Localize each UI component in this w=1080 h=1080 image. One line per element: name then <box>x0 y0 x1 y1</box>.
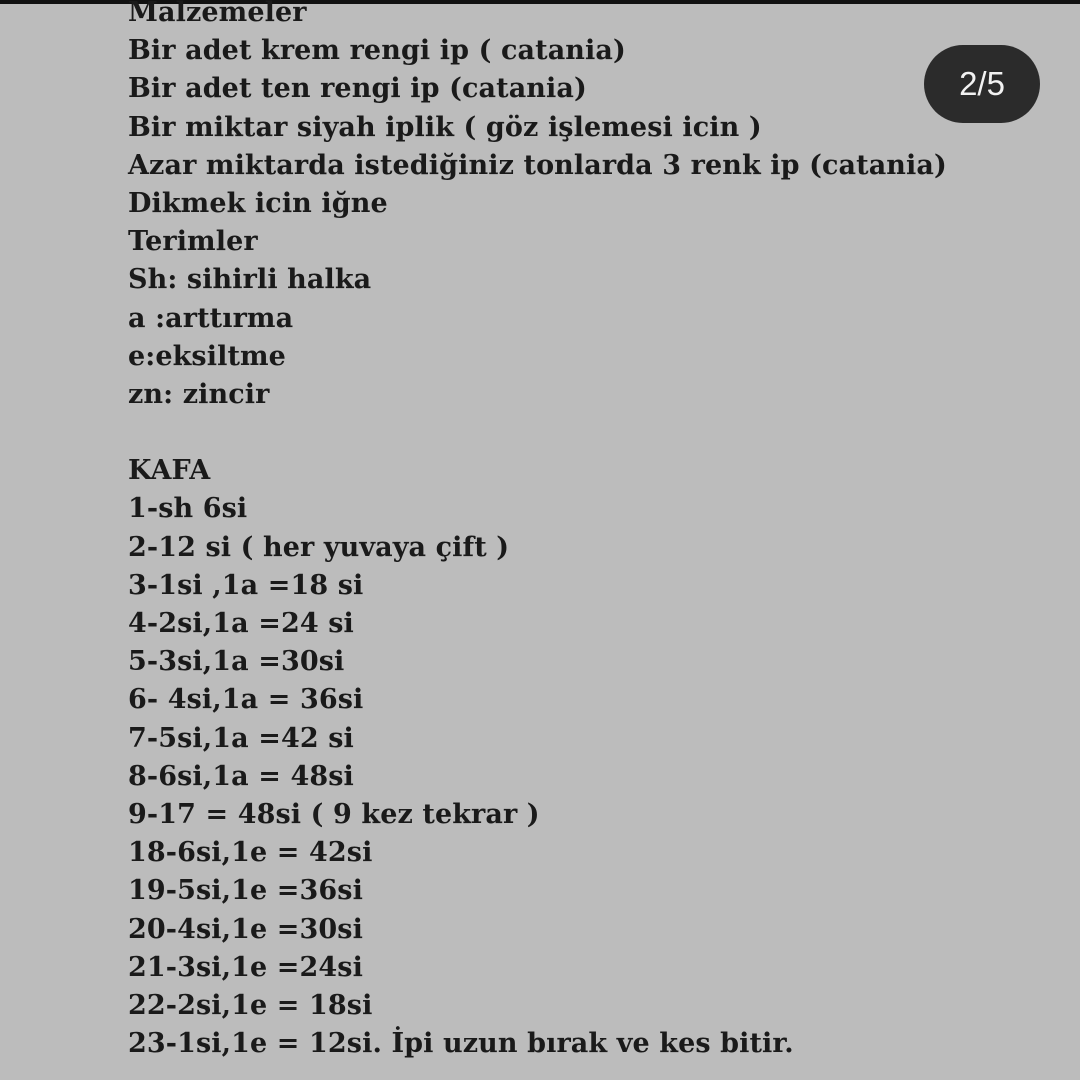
pattern-row: 21-3si,1e =24si <box>128 951 363 983</box>
term-item: e:eksiltme <box>128 340 286 372</box>
material-item: Bir miktar siyah iplik ( göz işlemesi icin ) <box>128 111 762 143</box>
pattern-row: 9-17 = 48si ( 9 kez tekrar ) <box>128 798 540 830</box>
pattern-row: 5-3si,1a =30si <box>128 646 345 678</box>
material-item: Dikmek icin iğne <box>128 187 388 219</box>
terms-heading: Terimler <box>128 226 258 258</box>
pattern-row: 7-5si,1a =42 si <box>128 722 354 754</box>
pattern-row: 6- 4si,1a = 36si <box>128 684 364 716</box>
section-heading-kafa: KAFA <box>128 455 211 487</box>
pattern-row: 3-1si ,1a =18 si <box>128 569 364 601</box>
term-item: Sh: sihirli halka <box>128 264 372 296</box>
pattern-row: 8-6si,1a = 48si <box>128 760 354 792</box>
material-item: Azar miktarda istediğiniz tonlarda 3 renk ip (catania) <box>128 149 947 181</box>
pattern-row: 19-5si,1e =36si <box>128 875 363 907</box>
pattern-row: 18-6si,1e = 42si <box>128 837 373 869</box>
term-item: a :arttırma <box>128 302 294 334</box>
pattern-row: 22-2si,1e = 18si <box>128 989 373 1021</box>
pattern-row: 4-2si,1a =24 si <box>128 608 354 639</box>
page-counter-badge: 2/5 <box>924 45 1040 123</box>
materials-heading: Malzemeler <box>128 0 307 28</box>
pattern-row: 1-sh 6si <box>128 493 248 525</box>
pattern-row: 23-1si,1e = 12si. İpi uzun bırak ve kes bitir. <box>128 1028 794 1060</box>
pattern-row: 20-4si,1e =30si <box>128 913 363 945</box>
pattern-row: 2-12 si ( her yuvaya çift ) <box>128 531 510 563</box>
pattern-document <box>128 0 947 1063</box>
material-item: Bir adet krem rengi ip ( catania) <box>128 35 626 67</box>
term-item: zn: zincir <box>128 378 270 410</box>
material-item: Bir adet ten rengi ip (catania) <box>128 73 587 105</box>
